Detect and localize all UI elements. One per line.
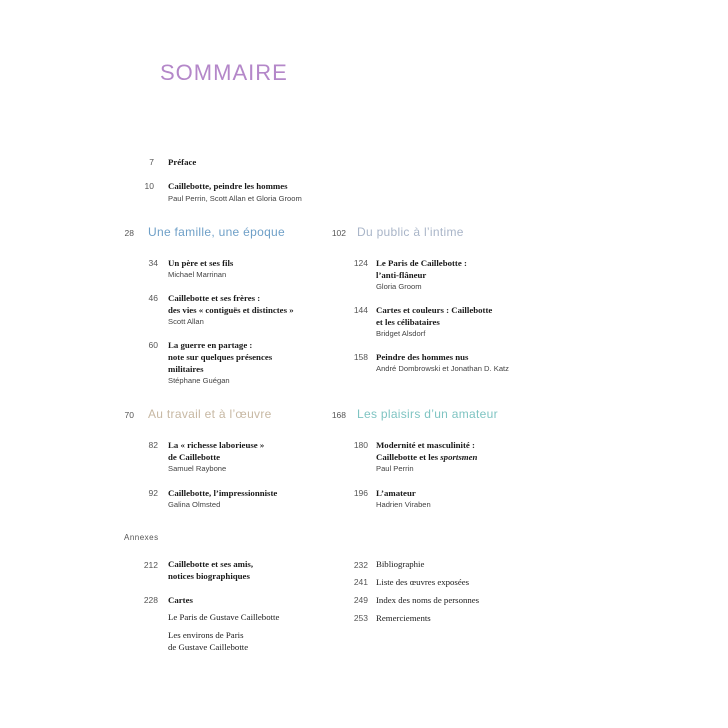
entry-author: Paul Perrin, Scott Allan et Gloria Groom xyxy=(168,194,302,203)
page-number: 212 xyxy=(143,560,158,570)
section-page-number: 168 xyxy=(331,410,346,420)
section-title[interactable]: Au travail et à l’œuvre xyxy=(148,407,272,421)
annexes-label: Annexes xyxy=(124,533,159,542)
page-number: 60 xyxy=(148,340,158,350)
entry-title-line xyxy=(376,451,477,463)
sub-entry[interactable]: Les environs de Paris xyxy=(168,630,244,640)
entry-author: Scott Allan xyxy=(168,317,204,326)
page-number: 82 xyxy=(148,440,158,450)
entry-title[interactable]: Cartes xyxy=(168,595,193,605)
entry-title[interactable]: Modernité et masculinité : xyxy=(376,440,475,450)
entry-title[interactable]: Caillebotte, peindre les hommes xyxy=(168,181,288,191)
entry-title[interactable]: Préface xyxy=(168,157,197,167)
page-number: 249 xyxy=(353,595,368,605)
section-page-number: 70 xyxy=(124,410,134,420)
entry-author: Hadrien Viraben xyxy=(376,500,431,509)
page-number: 158 xyxy=(353,352,368,362)
entry-author: Paul Perrin xyxy=(376,464,414,473)
entry-title-line: l’anti-flâneur xyxy=(376,270,427,280)
section-page-number: 28 xyxy=(124,228,134,238)
entry-author: Gloria Groom xyxy=(376,282,422,291)
entry-title[interactable]: La guerre en partage : xyxy=(168,340,253,350)
page-number: 144 xyxy=(353,305,368,315)
entry-title[interactable]: Bibliographie xyxy=(376,559,425,569)
page-number: 228 xyxy=(143,595,158,605)
sub-entry-line: de Gustave Caillebotte xyxy=(168,642,249,652)
entry-title[interactable]: La « richesse laborieuse » xyxy=(168,440,265,450)
entry-title-italic: sportsmen xyxy=(440,452,478,462)
entry-title[interactable]: Remerciements xyxy=(376,613,431,623)
entry-title[interactable]: Peindre des hommes nus xyxy=(376,352,469,362)
entry-title[interactable]: L’amateur xyxy=(376,488,416,498)
page-number: 10 xyxy=(144,181,154,191)
entry-author: Samuel Raybone xyxy=(168,464,227,473)
entry-title[interactable]: Liste des œuvres exposées xyxy=(376,577,470,587)
entry-title[interactable]: Index des noms de personnes xyxy=(376,595,480,605)
entry-author: Galina Olmsted xyxy=(168,500,221,509)
section-title[interactable]: Du public à l’intime xyxy=(357,225,464,239)
entry-title[interactable]: Caillebotte et ses amis, xyxy=(168,559,254,569)
section-title[interactable]: Une famille, une époque xyxy=(148,225,285,239)
page-number: 180 xyxy=(353,440,368,450)
page-number: 232 xyxy=(353,560,368,570)
page-title: SOMMAIRE xyxy=(160,60,288,85)
sub-entry[interactable]: Le Paris de Gustave Caillebotte xyxy=(168,612,280,622)
entry-title-line: note sur quelques présences xyxy=(168,352,273,362)
entry-title-line: et les célibataires xyxy=(376,317,440,327)
page-number: 46 xyxy=(148,293,158,303)
entry-title-line: militaires xyxy=(168,364,204,374)
entry-title[interactable]: Un père et ses fils xyxy=(168,258,234,268)
entry-title[interactable]: Cartes et couleurs : Caillebotte xyxy=(376,305,493,315)
page-number: 92 xyxy=(148,488,158,498)
entry-title-line: de Caillebotte xyxy=(168,452,221,462)
page-number: 7 xyxy=(149,157,154,167)
entry-title[interactable]: Caillebotte et ses frères : xyxy=(168,293,261,303)
entry-title[interactable]: Le Paris de Caillebotte : xyxy=(376,258,467,268)
entry-title[interactable]: Caillebotte, l’impressionniste xyxy=(168,488,278,498)
entry-title-line: des vies « contiguës et distinctes » xyxy=(168,305,294,315)
entry-author: Stéphane Guégan xyxy=(168,376,230,385)
entry-author: André Dombrowski et Jonathan D. Katz xyxy=(376,364,509,373)
section-page-number: 102 xyxy=(331,228,346,238)
page-number: 196 xyxy=(353,488,368,498)
page-number: 124 xyxy=(353,258,368,268)
entry-title-line: notices biographiques xyxy=(168,571,250,581)
section-title[interactable]: Les plaisirs d’un amateur xyxy=(357,407,498,421)
page-number: 241 xyxy=(353,577,368,587)
entry-title-part: Caillebotte et les xyxy=(376,452,441,462)
entry-author: Michael Marrinan xyxy=(168,270,227,279)
entry-author: Bridget Alsdorf xyxy=(376,329,426,338)
page-number: 34 xyxy=(148,258,158,268)
page-number: 253 xyxy=(353,613,368,623)
